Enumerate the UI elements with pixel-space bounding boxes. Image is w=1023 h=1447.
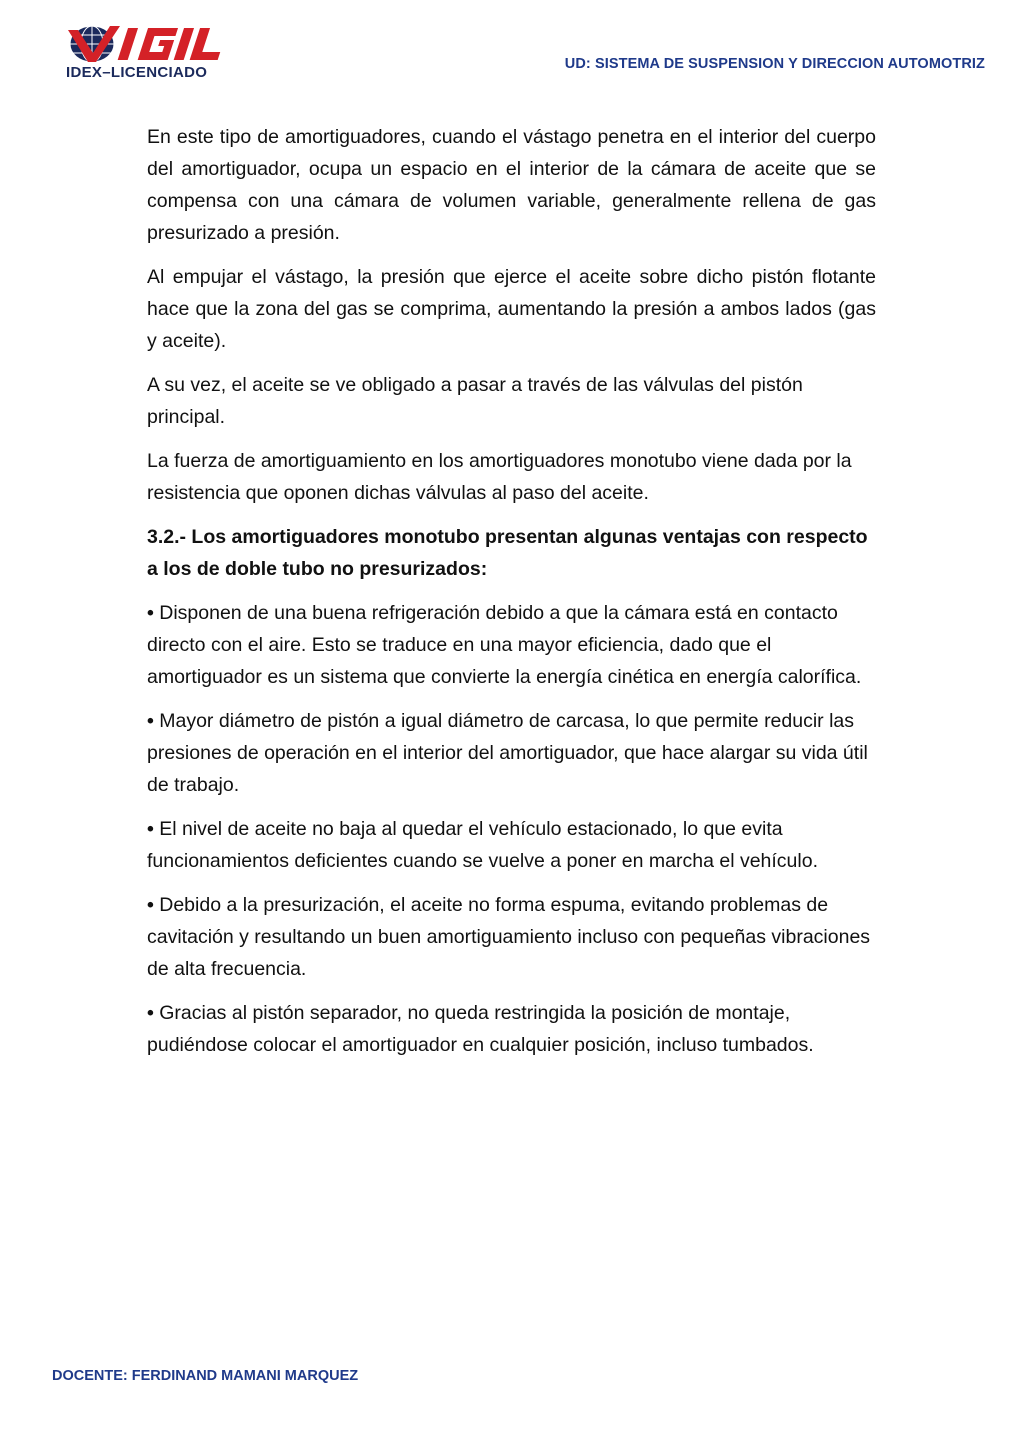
paragraph: Al empujar el vástago, la presión que ejerce el aceite sobre dicho pistón flotante hace que la zona del gas se comprima, aumentando la presión a ambos lados (gas y aceite).: [147, 266, 876, 352]
unit-title: UD: SISTEMA DE SUSPENSION Y DIRECCION AUTOMOTRIZ: [564, 56, 985, 72]
bullet-item: [147, 813, 876, 877]
paragraph: La fuerza de amortiguamiento en los amortiguadores monotubo viene dada por la resistencia que oponen dichas válvulas al paso del aceite.: [147, 450, 852, 504]
bullet-marker: •: [147, 894, 154, 916]
bullet-text: Mayor diámetro de pistón a igual diámetro de carcasa, lo que permite reducir las presiones de operación en el interior del amortiguador, que hace alargar su vida útil de trabajo.: [147, 710, 868, 796]
bullet-item: [147, 597, 876, 693]
bullet-marker: •: [147, 602, 154, 624]
bullet-text: Disponen de una buena refrigeración debido a que la cámara está en contacto directo con el aire. Esto se traduce en una mayor eficiencia, dado que el amortiguador es un sistema que convierte la energía cinética en energía calorífica.: [147, 602, 862, 688]
bullet-text: El nivel de aceite no baja al quedar el vehículo estacionado, lo que evita funcionamientos deficientes cuando se vuelve a poner en marcha el vehículo.: [147, 818, 818, 872]
page-footer: DOCENTE: FERDINAND MAMANI MARQUEZ: [52, 1368, 359, 1384]
logo-subtitle: IDEX–LICENCIADO: [66, 64, 208, 81]
paragraph: En este tipo de amortiguadores, cuando el vástago penetra en el interior del cuerpo del amortiguador, ocupa un espacio en el interior de la cámara de aceite que se compensa con una cámara de volumen variable, generalmente rellena de gas presurizado a presión.: [147, 126, 876, 244]
bullet-item: [147, 889, 876, 985]
paragraph: A su vez, el aceite se ve obligado a pasar a través de las válvulas del pistón principal.: [147, 374, 803, 428]
section-heading: 3.2.- Los amortiguadores monotubo presentan algunas ventajas con respecto a los de doble tubo no presurizados:: [147, 526, 868, 580]
bullet-marker: •: [147, 818, 154, 840]
bullet-text: Gracias al pistón separador, no queda restringida la posición de montaje, pudiéndose colocar el amortiguador en cualquier posición, incluso tumbados.: [147, 1002, 814, 1056]
bullet-item: [147, 705, 876, 801]
globe-logo-icon: [62, 22, 227, 68]
bullet-text: Debido a la presurización, el aceite no forma espuma, evitando problemas de cavitación y resultando un buen amortiguamiento incluso con pequeñas vibraciones de alta frecuencia.: [147, 894, 871, 980]
page-header: [0, 0, 1023, 100]
bullet-marker: •: [147, 710, 154, 732]
bullet-item: [147, 997, 876, 1061]
bullet-marker: •: [147, 1002, 154, 1024]
document-body: [147, 121, 876, 1073]
